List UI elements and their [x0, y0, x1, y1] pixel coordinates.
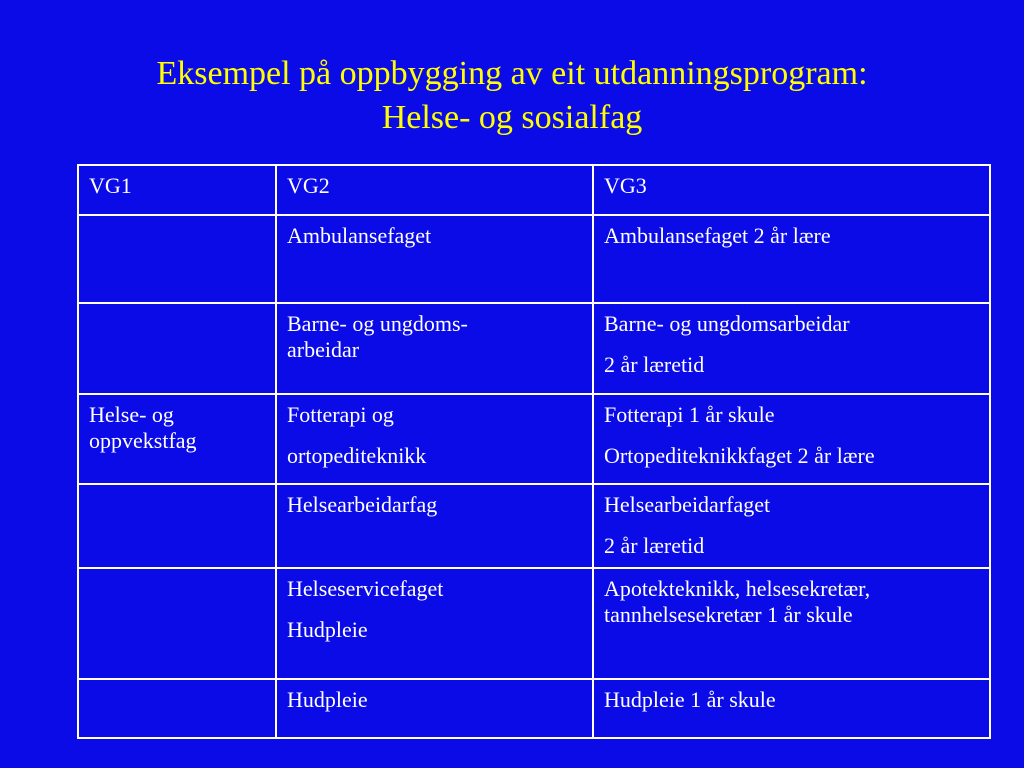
cell-vg2 [276, 568, 593, 679]
slide-title-line-2: Helse- og sosialfag [381, 99, 643, 136]
cell-line: oppvekstfag [89, 428, 197, 453]
cell-vg3 [593, 679, 990, 738]
cell-line: ortopediteknikk [287, 443, 427, 468]
cell-vg3 [593, 394, 990, 484]
cell-line: Barne- og ungdomsarbeidar [604, 311, 850, 336]
cell-line: Ortopediteknikkfaget 2 år lære [604, 443, 875, 468]
cell-line: Barne- og ungdoms- [287, 311, 468, 336]
slide-title-line-1: Eksempel på oppbygging av eit utdanningsprogram: [156, 55, 868, 92]
header-vg2: VG2 [276, 165, 593, 215]
cell-vg1 [78, 484, 276, 568]
cell-vg3 [593, 568, 990, 679]
cell-line: Hudpleie [287, 617, 368, 642]
cell-line: arbeidar [287, 337, 360, 362]
cell-vg1 [78, 215, 276, 303]
cell-vg1 [78, 303, 276, 394]
table-row [78, 568, 990, 679]
cell-line: 2 år læretid [604, 533, 705, 558]
cell-line: Helse- og [89, 402, 174, 427]
table-row [78, 484, 990, 568]
cell-line: Apotekteknikk, helsesekretær, [604, 576, 871, 601]
cell-line: Helsearbeidarfag [287, 492, 438, 517]
cell-vg3 [593, 303, 990, 394]
cell-line: Ambulansefaget [287, 223, 432, 248]
cell-vg2 [276, 394, 593, 484]
cell-vg2 [276, 215, 593, 303]
cell-vg1 [78, 568, 276, 679]
cell-vg2 [276, 303, 593, 394]
cell-vg1 [78, 394, 276, 484]
table-row [78, 303, 990, 394]
slide-title [0, 52, 1024, 140]
programme-table [77, 164, 991, 739]
cell-line: Helsearbeidarfaget [604, 492, 771, 517]
cell-line: 2 år læretid [604, 352, 705, 377]
cell-vg1 [78, 679, 276, 738]
cell-vg2 [276, 484, 593, 568]
header-vg1: VG1 [78, 165, 276, 215]
cell-line: Fotterapi og [287, 402, 394, 427]
table-row [78, 679, 990, 738]
table-header-row [78, 165, 990, 215]
header-vg3: VG3 [593, 165, 990, 215]
cell-line: Ambulansefaget 2 år lære [604, 223, 831, 248]
cell-vg3 [593, 215, 990, 303]
cell-line: Fotterapi 1 år skule [604, 402, 775, 427]
cell-vg2 [276, 679, 593, 738]
cell-line: tannhelsesekretær 1 år skule [604, 602, 853, 627]
cell-line: Helseservicefaget [287, 576, 444, 601]
cell-line: Hudpleie [287, 687, 368, 712]
table-row [78, 215, 990, 303]
cell-line: Hudpleie 1 år skule [604, 687, 776, 712]
table-row [78, 394, 990, 484]
cell-vg3 [593, 484, 990, 568]
